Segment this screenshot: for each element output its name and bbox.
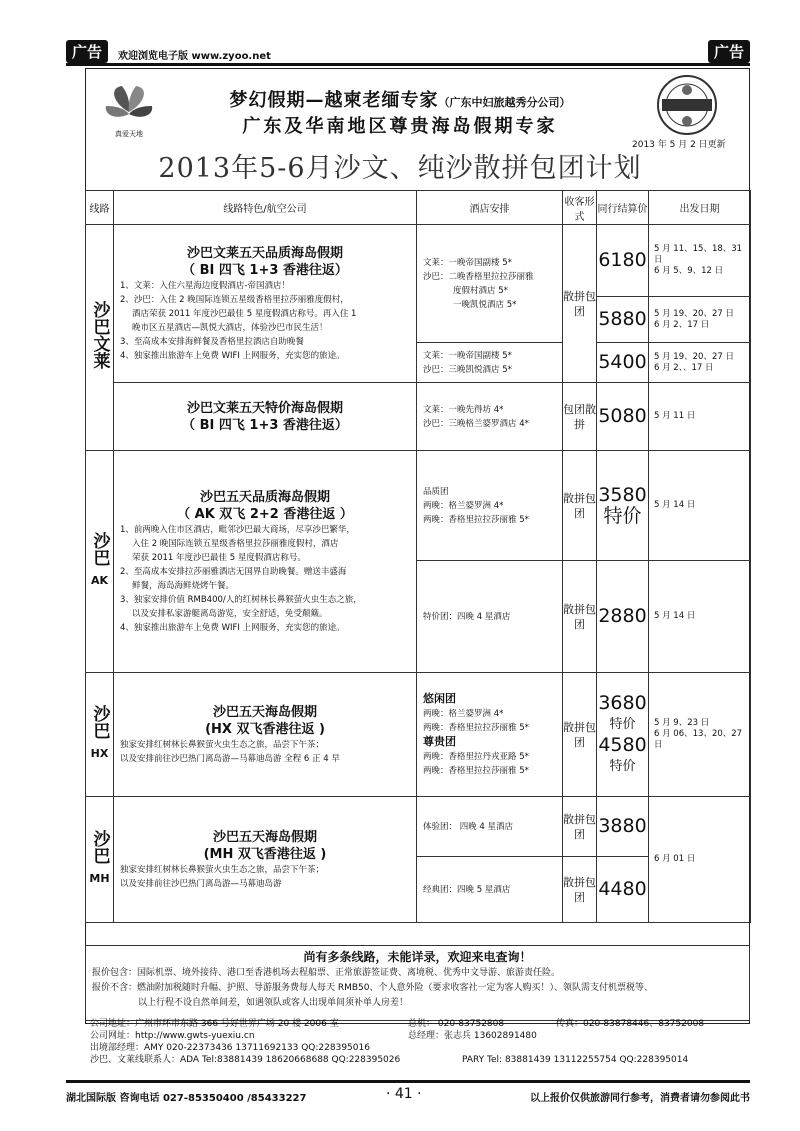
features-cell [114,225,417,383]
date-text: 5 月 11、15、18、31 日 6 月 5、9、12 日 [654,244,743,276]
feature-line: 酒店荣获 2011 年度沙巴最佳 5 星度假酒店称号。再入住 1 [132,308,357,319]
price-cell [597,673,649,797]
page-title: 2013年5-6月沙文、纯沙散拼包团计划 [158,153,642,184]
feature-line: 4、独家推出旅游车上免费 WIFI 上网服务，充实您的旅途。 [120,350,345,361]
hotel-line: 两晚：格兰婆罗洲 4* [423,500,504,511]
hotel-cell: 体验团： 四晚 4 星酒店 [417,797,563,857]
hotel-cell [417,343,563,383]
hotel-cell [417,673,563,797]
header-pay: 收客形式 [563,191,597,225]
feature-line: 3、独家安排价值 RMB400/人的红树林长鼻猴萤火虫生态之旅， [120,594,362,605]
price-value: 3680 [598,691,647,714]
date-cell [649,673,751,797]
hotel-line: 两晚：香格里拉拉莎丽雅 5* [423,765,529,776]
tour-table [85,190,751,923]
price-cell [597,451,649,561]
hotel-line: 两晚：格兰婆罗洲 4* [423,708,504,719]
header-price: 同行结算价 [597,191,649,225]
route-code: HX [90,747,109,760]
price-note: 特价 [609,716,636,732]
notes-box [85,945,750,1021]
price-cell: 5880 [597,297,649,343]
route-cell-sabah-ak [86,451,114,673]
tour-airline: （ AK 双飞 2+2 香港往返 ） [177,506,353,522]
pay-type: 散拼包团 [563,797,597,857]
brand-name: 梦幻假期—越柬老缅专家 [229,90,439,111]
ad-label-left: 广告 [66,40,108,63]
table-row [86,383,751,451]
price-includes: 报价包含：国际机票、境外接待、港口至香港机场去程船票、正常旅游签证费、离境税、优秀中文导游、旅游责任险。 [92,968,561,978]
date-cell: 5 月 11 日 [649,383,751,451]
hotel-line: 文莱：一晚帝国副楼 5* [423,350,512,361]
tour-title: 沙巴五天海岛假期 [212,829,317,845]
footer-right: 以上报价仅供旅游同行参考，消费者请勿参阅此书 [530,1093,750,1104]
hotel-cell [417,451,563,561]
top-bar [66,44,750,66]
tour-airline: (MH 双飞香港往返 ) [203,846,327,862]
page-number: · 41 · [386,1086,422,1102]
hotel-line: 沙巴：三晚格兰婆罗酒店 4* [423,418,529,429]
feature-line: 晚市区五星酒店—凯悦大酒店，体验沙巴市民生活！ [132,322,328,333]
date-cell [649,225,751,297]
general-manager: 总经理：张志兵 13602891480 [408,1031,537,1041]
tour-airline: （ BI 四飞 1+3 香港往返） [182,262,348,278]
date-text: 5 月 9、23 日 6 月 06、13、20、27 日 [654,718,743,750]
feature-line: 独家安排红树林长鼻猴萤火虫生态之旅，品尝下午茶； [120,864,325,875]
features-cell [114,451,417,673]
date-text: 5 月 19、20、27 日 6 月 2、17 日 [654,308,734,330]
hotel-line: 两晚：香格里拉拉莎丽雅 5* [423,514,529,525]
table-row [86,673,751,797]
tour-title: 沙巴文莱五天品质海岛假期 [186,245,343,261]
price-value: 3580 [598,483,647,506]
route-code: AK [90,574,109,587]
feature-line: 1、前两晚入住市区酒店，毗邻沙巴最大商场，尽享沙巴繁华， [120,524,355,535]
route-cell-sabah-brunei [86,225,114,451]
department-manager: 出境部经理：AMY 020-22373436 13711692133 QQ:228395016 [90,1043,370,1053]
fax: 传真：020-83878446、83752008 [556,1019,705,1029]
hotel-line: 沙巴：三晚凯悦酒店 5* [423,364,512,375]
query-note: 尚有多条线路，未能详录，欢迎来电查询！ [303,950,532,964]
feature-line: 以及安排前往沙巴热门离岛游—马幕迪岛游 [120,878,282,889]
table-header-row [86,191,751,225]
tour-airline: (HX 双飞香港往返 ) [205,721,325,737]
hotel-cell [417,383,563,451]
brand-line-1 [0,86,800,112]
feature-line: 荣获 2011 年度沙巴最佳 5 星度假酒店称号。 [132,552,306,563]
pay-type: 散拼包团 [563,561,597,673]
price-excludes: 报价不含：燃油附加税随时升幅、护照、导游服务费每人每天 RMB50、个人意外险（要求收客社一定为客人购买！）、领队需支付机票税等、 [92,983,654,993]
price-cell: 2880 [597,561,649,673]
hotel-line: 度假村酒店 5* [453,285,508,296]
company-address: 公司地址：广州市环市东路 366 号好世界广场 20 楼 2006 室 [90,1019,339,1029]
footer-bar [66,1080,750,1110]
hotel-line: 文莱：一晚帝国副楼 5* [423,257,512,268]
tour-airline: （ BI 四飞 1+3 香港往返） [182,417,348,433]
pay-type: 散拼包团 [563,225,597,383]
date-cell [649,297,751,343]
contact-person: 沙巴、文莱线联系人：ADA Tel:83881439 18620668688 QQ:228395026 [90,1055,401,1065]
switchboard: 总机： 020-83752808 [408,1019,505,1029]
hotel-line: 一晚凯悦酒店 5* [453,299,517,310]
logo-text: 真爱天地 [115,130,143,138]
hotel-cell [417,225,563,343]
hotel-tier: 尊贵团 [423,734,456,748]
route-name: 沙巴 [89,705,110,739]
features-cell [114,797,417,923]
table-row [86,797,751,857]
tour-title: 沙巴五天海岛假期 [212,704,317,720]
pay-type: 散拼包团 [563,857,597,923]
feature-line: 2、至高成本安排拉莎丽雅酒店无国界自助晚餐。赠送丰盛海 [120,566,347,577]
feature-line: 以及安排前往沙巴热门离岛游—马幕迪岛游 全程 6 正 4 早 [120,753,340,764]
date-cell [649,343,751,383]
hotel-line: 两晚：香格里拉拉莎丽雅 5* [423,722,529,733]
hotel-line: 两晚：香格里拉丹戎亚路 5* [423,751,529,762]
contact-block [90,1018,750,1066]
route-cell-sabah-hx [86,673,114,797]
route-cell-sabah-mh [86,797,114,923]
price-cell: 4480 [597,857,649,923]
price-value: 4580 [598,733,647,756]
date-cell: 5 月 14 日 [649,451,751,561]
table-row [86,451,751,561]
date-cell: 6 月 01 日 [649,797,751,923]
feature-line: 以及安排私家游艇离岛游览，安全舒适，免受颠簸。 [132,608,328,619]
pay-type: 散拼包团 [563,451,597,561]
price-note: 特价 [603,504,642,527]
feature-line: 独家安排红树林长鼻猴萤火虫生态之旅，品尝下午茶； [120,739,325,750]
brand-company: （广东中妇旅越秀分公司） [438,96,571,109]
feature-line: 鲜餐，海岛海鲜烧烤午餐。 [132,580,235,591]
feature-line: 4、独家推出旅游车上免费 WIFI 上网服务，充实您的旅途。 [120,622,345,633]
price-cell: 6180 [597,225,649,297]
tour-title: 沙巴五天品质海岛假期 [199,489,330,505]
hotel-tier: 悠闲团 [423,691,456,705]
brand-line-2: 广东及华南地区尊贵海岛假期专家 [242,116,558,137]
updated-date: 2013 年 5 月 2 日更新 [632,140,726,150]
price-cell: 5400 [597,343,649,383]
header-route: 线路 [86,191,114,225]
hotel-cell: 经典团：四晚 5 星酒店 [417,857,563,923]
route-code: MH [89,872,110,885]
company-website[interactable]: 公司网址：http://www.gwts-yuexiu.cn [90,1031,255,1041]
route-name: 沙巴文莱 [89,301,110,369]
header-features: 线路特色/航空公司 [114,191,417,225]
header-hotel: 酒店安排 [417,191,563,225]
top-rule [66,63,750,66]
date-text: 5 月 19、20、27 日 6 月 2、、17 日 [654,351,734,373]
pary-contact: PARY Tel: 83881439 13112255754 QQ:228395014 [462,1055,689,1065]
price-cell: 3880 [597,797,649,857]
welcome-text: 欢迎浏览电子版 www.zyoo.net [118,51,271,62]
price-cell: 5080 [597,383,649,451]
price-note: 特价 [609,758,636,774]
feature-line: 入住 2 晚国际连锁五星级香格里拉莎丽雅度假村，酒店 [132,538,339,549]
features-cell [114,673,417,797]
feature-line: 2、沙巴：入住 2 晚国际连锁五星级香格里拉莎丽雅度假村， [120,294,349,305]
header-date: 出发日期 [649,191,751,225]
feature-line: 3、至高成本安排海鲜餐及香格里拉酒店自助晚餐 [120,336,304,347]
hotel-line: 品质团 [423,486,449,497]
feature-line: 1、文莱：入住六星海边度假酒店-帝国酒店！ [120,280,290,291]
tour-title: 沙巴文莱五天特价海岛假期 [186,400,343,416]
table-row [86,225,751,297]
hotel-line: 文莱：一晚先得坊 4* [423,404,504,415]
route-name: 沙巴 [89,830,110,864]
pay-type: 包团散拼 [563,383,597,451]
single-room-note: 以上行程不设自然单间差，如遇领队或客人出现单间须补单人房差！ [138,998,409,1008]
footer-left: 湖北国际版 咨询电话 027-85350400 /85433227 [66,1093,307,1104]
pay-type: 散拼包团 [563,673,597,797]
date-cell: 5 月 14 日 [649,561,751,673]
features-cell [114,383,417,451]
hotel-cell: 特价团：四晚 4 星酒店 [417,561,563,673]
hotel-line: 沙巴：二晚香格里拉拉莎丽雅 [423,271,534,282]
route-name: 沙巴 [89,532,110,566]
ad-label-right: 广告 [708,40,750,63]
